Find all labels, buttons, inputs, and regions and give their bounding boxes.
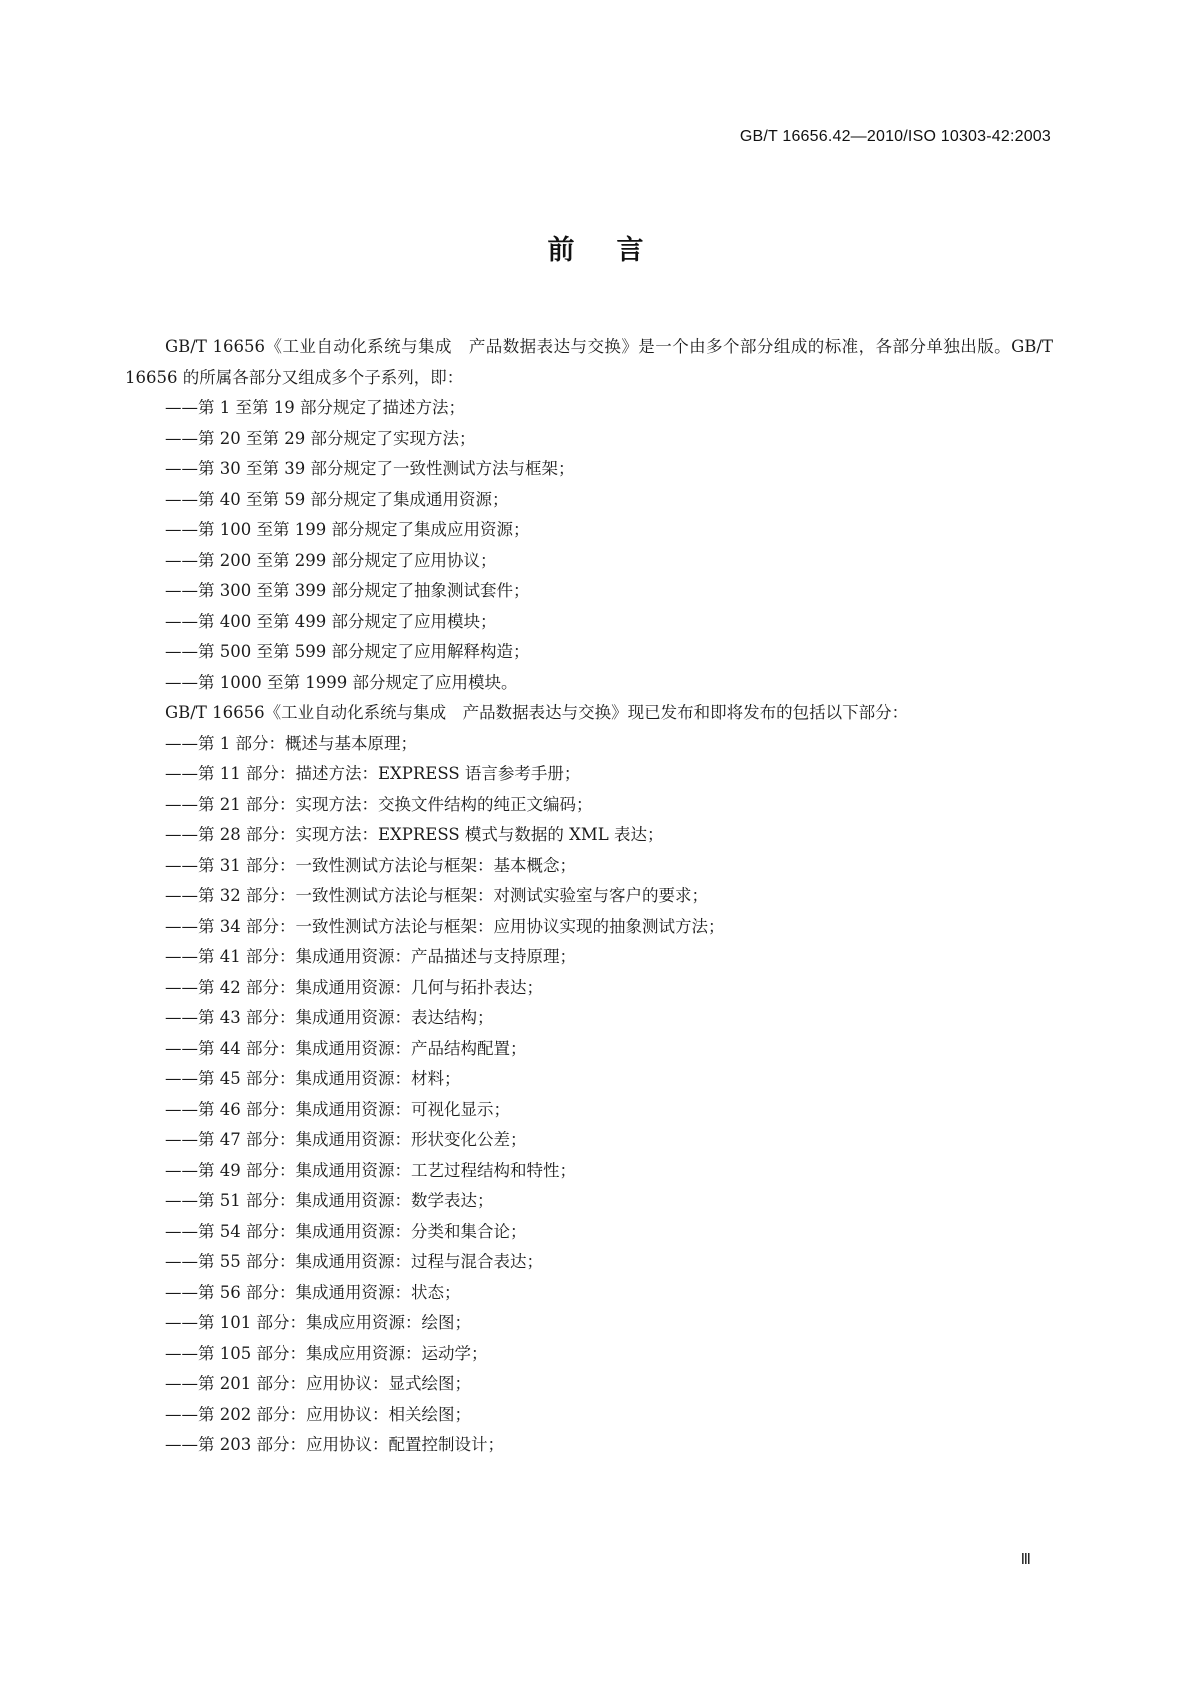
list-item: ——第 31 部分：一致性测试方法论与框架：基本概念； bbox=[165, 855, 576, 875]
list-item: ——第 47 部分：集成通用资源：形状变化公差； bbox=[165, 1130, 527, 1149]
list-item: ——第 43 部分：集成通用资源：表达结构； bbox=[165, 1008, 494, 1027]
series-list bbox=[125, 393, 1053, 698]
list-item: ——第 201 部分：应用协议：显式绘图； bbox=[165, 1374, 471, 1393]
list-item: ——第 44 部分：集成通用资源：产品结构配置； bbox=[165, 1038, 527, 1058]
list-item: ——第 202 部分：应用协议：相关绘图； bbox=[165, 1404, 471, 1424]
list-item: ——第 40 至第 59 部分规定了集成通用资源； bbox=[165, 489, 509, 509]
list-item: ——第 42 部分：集成通用资源：几何与拓扑表达； bbox=[165, 977, 543, 997]
list-item: ——第 1000 至第 1999 部分规定了应用模块。 bbox=[165, 672, 518, 692]
list-item: ——第 20 至第 29 部分规定了实现方法； bbox=[165, 428, 476, 448]
list-item: ——第 55 部分：集成通用资源：过程与混合表达； bbox=[165, 1252, 543, 1271]
list-item: ——第 56 部分：集成通用资源：状态； bbox=[165, 1282, 461, 1302]
list-item: ——第 400 至第 499 部分规定了应用模块； bbox=[165, 611, 497, 631]
document-body bbox=[125, 332, 1053, 1461]
list-item: ——第 101 部分：集成应用资源：绘图； bbox=[165, 1313, 471, 1332]
list-item: ——第 1 至第 19 部分规定了描述方法； bbox=[165, 398, 465, 417]
intro-paragraph: GB/T 16656《工业自动化系统与集成 产品数据表达与交换》是一个由多个部分组成的标准，各部分单独出版。GB/T 16656 的所属各部分又组成多个子系列，即： bbox=[125, 337, 1053, 387]
list-item: ——第 21 部分：实现方法：交换文件结构的纯正文编码； bbox=[165, 794, 593, 814]
list-item: ——第 300 至第 399 部分规定了抽象测试套件； bbox=[165, 581, 530, 600]
list-item: ——第 32 部分：一致性测试方法论与框架：对测试实验室与客户的要求； bbox=[165, 886, 708, 905]
parts-list bbox=[125, 729, 1053, 1461]
list-item: ——第 34 部分：一致性测试方法论与框架：应用协议实现的抽象测试方法； bbox=[165, 916, 725, 936]
list-item: ——第 11 部分：描述方法：EXPRESS 语言参考手册； bbox=[165, 764, 581, 783]
list-item: ——第 105 部分：集成应用资源：运动学； bbox=[165, 1343, 488, 1363]
list-item: ——第 54 部分：集成通用资源：分类和集合论； bbox=[165, 1221, 527, 1241]
list-item: ——第 500 至第 599 部分规定了应用解释构造； bbox=[165, 642, 530, 661]
list-item: ——第 28 部分：实现方法：EXPRESS 模式与数据的 XML 表达； bbox=[165, 825, 664, 844]
list-item: ——第 45 部分：集成通用资源：材料； bbox=[165, 1069, 461, 1088]
list-item: ——第 200 至第 299 部分规定了应用协议； bbox=[165, 550, 497, 570]
standard-number-header: GB/T 16656.42—2010/ISO 10303-42:2003 bbox=[739, 128, 1051, 145]
list-item: ——第 41 部分：集成通用资源：产品描述与支持原理； bbox=[165, 947, 576, 966]
parts-paragraph: GB/T 16656《工业自动化系统与集成 产品数据表达与交换》现已发布和即将发布的包括以下部分： bbox=[165, 703, 909, 722]
list-item: ——第 49 部分：集成通用资源：工艺过程结构和特性； bbox=[165, 1160, 576, 1180]
list-item: ——第 100 至第 199 部分规定了集成应用资源； bbox=[165, 520, 530, 539]
list-item: ——第 30 至第 39 部分规定了一致性测试方法与框架； bbox=[165, 459, 575, 478]
page-number: Ⅲ bbox=[1020, 1551, 1031, 1568]
list-item: ——第 1 部分：概述与基本原理； bbox=[165, 733, 417, 753]
page-title: 前言 bbox=[547, 235, 686, 266]
list-item: ——第 203 部分：应用协议：配置控制设计； bbox=[165, 1435, 504, 1454]
list-item: ——第 46 部分：集成通用资源：可视化显示； bbox=[165, 1099, 510, 1119]
list-item: ——第 51 部分：集成通用资源：数学表达； bbox=[165, 1191, 494, 1210]
